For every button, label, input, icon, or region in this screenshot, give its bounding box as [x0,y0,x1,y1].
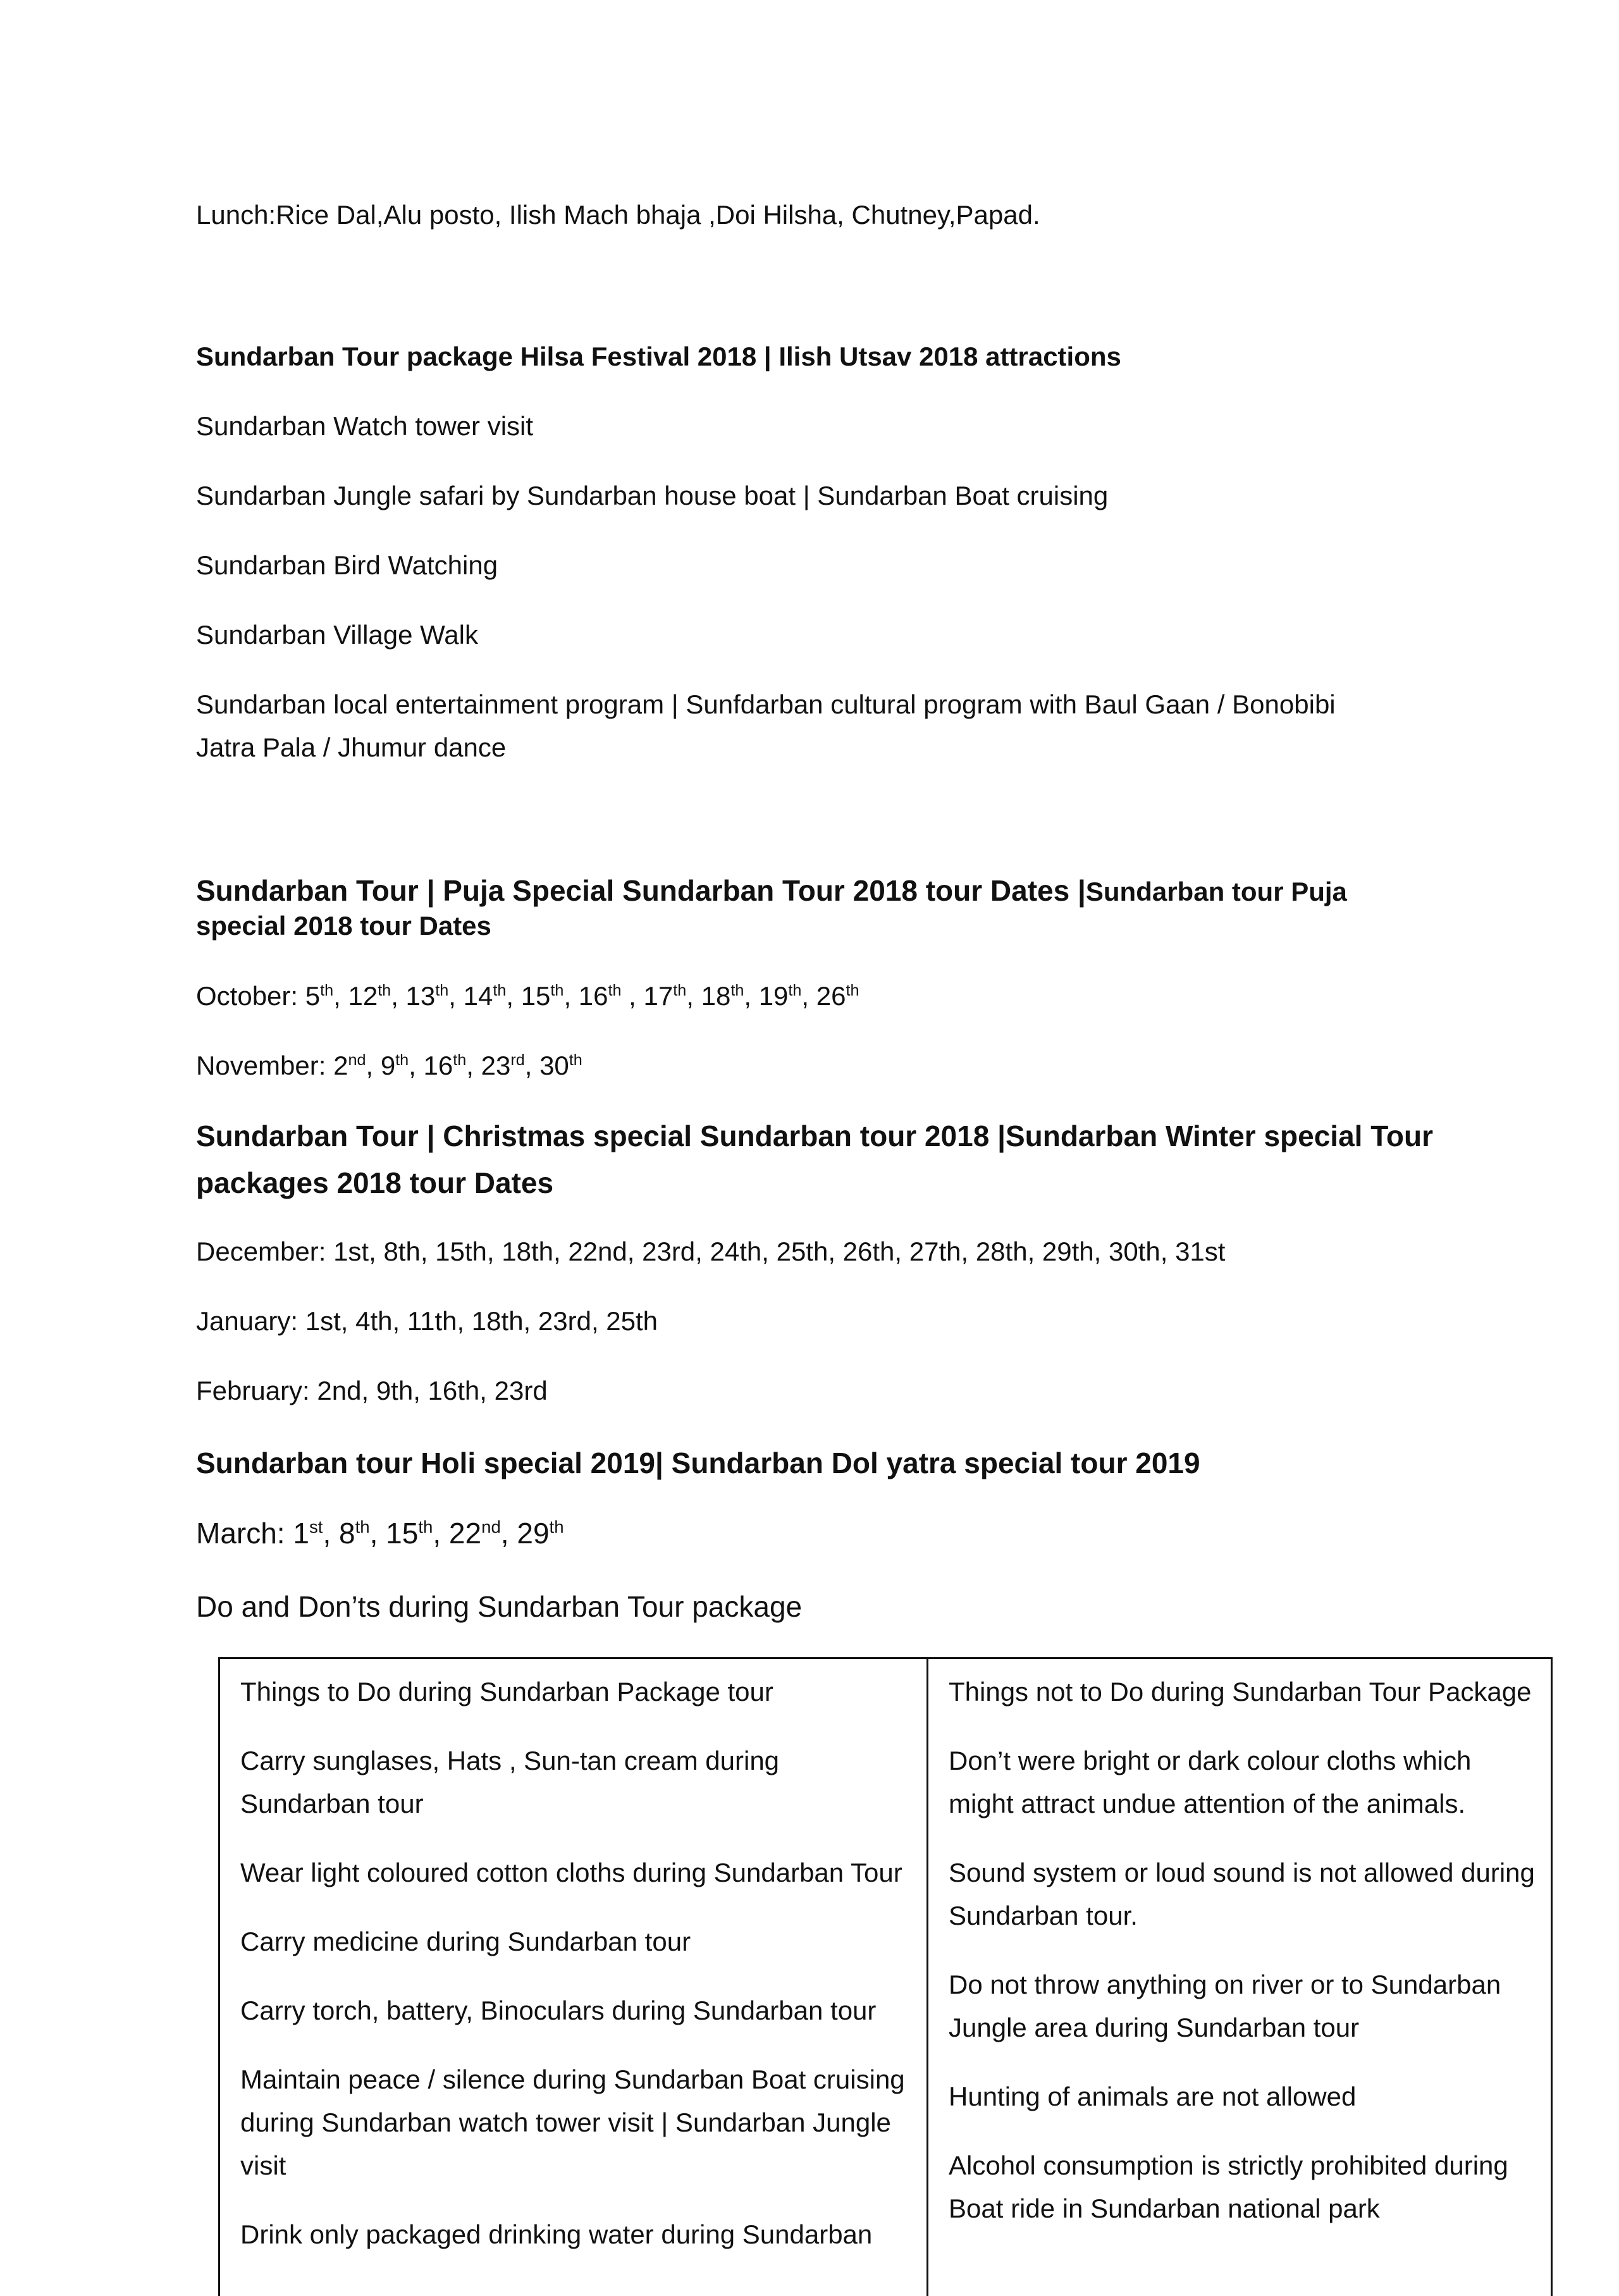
date-suffix: th [453,1051,467,1069]
dos-donts-table [218,1657,1553,2296]
march-date [517,1517,563,1550]
dont-item: Alcohol consumption is strictly prohibited during Boat ride in Sundarban national park [949,2151,1508,2223]
october-date-list: 5th, 12th, 13th, 14th, 15th, 16th , 17th, 18th, 19th, 26th [305,981,859,1011]
november-date [333,1051,366,1080]
date-suffix: nd [348,1051,366,1069]
october-date [406,981,449,1011]
date-suffix: th [418,1517,433,1537]
date-suffix: th [355,1517,370,1537]
date-suffix: th [846,982,859,999]
date-number: 26 [816,981,846,1011]
october-date [759,981,802,1011]
march-date-list: 1st, 8th, 15th, 22nd, 29th [293,1517,564,1550]
october-dates [196,975,859,1018]
november-date [424,1051,467,1080]
date-number: 23 [481,1051,511,1080]
christmas-heading-line2: packages 2018 tour Dates [196,1166,554,1199]
date-number: 18 [701,981,731,1011]
date-suffix: th [673,982,687,999]
dos-donts-heading: Do and Don’ts during Sundarban Tour package [196,1590,803,1623]
date-suffix: th [435,982,449,999]
october-date [348,981,391,1011]
date-suffix: th [730,982,744,999]
things-to-do-column [240,1659,911,2282]
hilsa-attraction-item: Sundarban Jungle safari by Sundarban house boat | Sundarban Boat cruising [196,481,1109,510]
march-date [449,1517,501,1550]
december-dates: December: 1st, 8th, 15th, 18th, 22nd, 23rd, 24th, 25th, 26th, 27th, 28th, 29th, 30th, 31st [196,1237,1226,1266]
date-number: 12 [348,981,378,1011]
date-number: 30 [539,1051,569,1080]
date-number: 1 [293,1517,309,1550]
date-suffix: rd [510,1051,525,1069]
date-number: 17 [643,981,674,1011]
november-date [539,1051,582,1080]
puja-heading-tail: Sundarban tour Puja [1085,877,1347,906]
dont-item: Hunting of animals are not allowed [949,2082,1357,2111]
do-item: Wear light coloured cotton cloths during Sundarban Tour [240,1858,902,1887]
march-label: March: [196,1517,293,1550]
january-dates: January: 1st, 4th, 11th, 18th, 23rd, 25th [196,1306,658,1336]
date-number: 15 [520,981,551,1011]
date-suffix: th [608,982,622,999]
do-item: Carry medicine during Sundarban tour [240,1927,691,1956]
christmas-tour-heading: Sundarban Tour | Christmas special Sundarban tour 2018 |Sundarban Winter special Tour [196,1120,1434,1152]
date-number: 14 [463,981,493,1011]
things-not-to-do-column [949,1659,1543,2256]
march-dates [196,1512,564,1555]
date-suffix: th [320,982,334,999]
date-number: 22 [448,1517,482,1550]
october-date [521,981,564,1011]
do-item: Drink only packaged drinking water during Sundarban [240,2219,873,2249]
date-suffix: th [569,1051,582,1069]
october-date [701,981,744,1011]
date-number: 8 [339,1517,355,1550]
dont-item-header: Things not to Do during Sundarban Tour Package [949,1677,1532,1707]
dont-item: Sound system or loud sound is not allowed during Sundarban tour. [949,1858,1535,1930]
march-date [386,1517,433,1550]
october-date [579,981,622,1011]
date-suffix: th [549,1517,564,1537]
date-suffix: th [788,982,802,999]
october-label: October: [196,981,305,1011]
date-number: 16 [578,981,608,1011]
date-number: 15 [386,1517,419,1550]
date-number: 9 [380,1051,396,1080]
date-number: 2 [333,1051,348,1080]
october-date [816,981,859,1011]
hilsa-attraction-item-continued: Jatra Pala / Jhumur dance [196,732,507,762]
dont-item: Do not throw anything on river or to Sundarban Jungle area during Sundarban tour [949,1970,1501,2042]
date-suffix: th [550,982,564,999]
do-item: Maintain peace / silence during Sundarban Boat cruising during Sundarban watch tower visit | Sundarban Jungle visit [240,2065,905,2180]
october-date [305,981,333,1011]
date-number: 16 [423,1051,453,1080]
date-number: 19 [758,981,789,1011]
date-suffix: th [378,982,391,999]
date-suffix: nd [481,1517,501,1537]
table-column-divider [926,1659,928,2296]
hilsa-festival-heading: Sundarban Tour package Hilsa Festival 2018 | Ilish Utsav 2018 attractions [196,342,1121,371]
dont-item: Don’t were bright or dark colour cloths which might attract undue attention of the animals. [949,1746,1472,1818]
hilsa-attraction-item: Sundarban Bird Watching [196,550,498,580]
november-dates [196,1044,582,1087]
november-date [481,1051,525,1080]
do-item: Carry torch, battery, Binoculars during Sundarban tour [240,1996,877,2025]
hilsa-attraction-item: Sundarban local entertainment program | Sunfdarban cultural program with Baul Gaan / Bonobibi [196,689,1336,719]
lunch-menu-text: Lunch:Rice Dal,Alu posto, Ilish Mach bhaja ,Doi Hilsha, Chutney,Papad. [196,200,1040,230]
march-date [339,1517,370,1550]
hilsa-attraction-item: Sundarban Village Walk [196,620,478,650]
november-date-list: 2nd, 9th, 16th, 23rd, 30th [333,1051,582,1080]
date-number: 29 [517,1517,550,1550]
date-number: 13 [405,981,436,1011]
date-suffix: th [493,982,507,999]
november-label: November: [196,1051,334,1080]
date-suffix: st [309,1517,323,1537]
october-date [464,981,507,1011]
november-date [381,1051,409,1080]
holi-tour-heading: Sundarban tour Holi special 2019| Sundarban Dol yatra special tour 2019 [196,1447,1200,1479]
date-suffix: th [395,1051,409,1069]
puja-heading-line2: special 2018 tour Dates [196,911,491,941]
october-date [644,981,687,1011]
date-number: 5 [305,981,321,1011]
puja-heading-main: Sundarban Tour | Puja Special Sundarban Tour 2018 tour Dates | [196,874,1086,907]
march-date [293,1517,323,1550]
do-item: Carry sunglases, Hats , Sun-tan cream during Sundarban tour [240,1746,780,1818]
february-dates: February: 2nd, 9th, 16th, 23rd [196,1376,548,1405]
hilsa-attraction-item: Sundarban Watch tower visit [196,411,534,441]
do-item-header: Things to Do during Sundarban Package tour [240,1677,773,1707]
